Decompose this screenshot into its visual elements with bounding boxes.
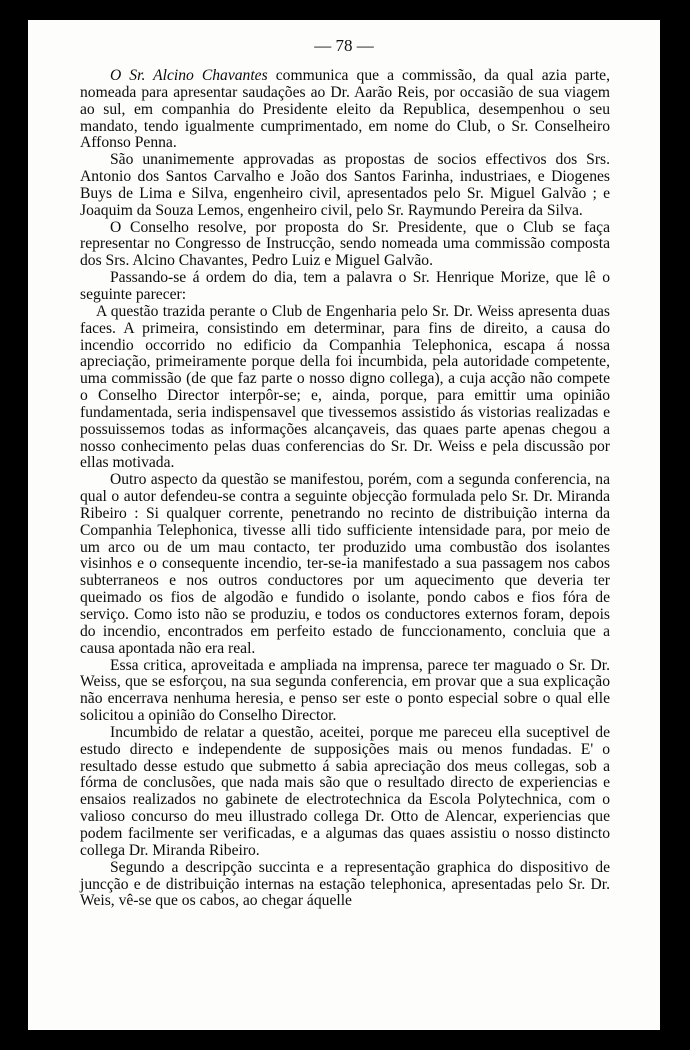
paragraph-6: Outro aspecto da questão se manifestou, porém, com a segunda conferencia, na qual o autor defendeu-se contra a seguinte objecção formulada pelo Sr. Dr. Miranda Ribeiro : Si qualquer corrente, penetrando no recinto de distribuição interna da Companhia Telephonica, tivesse alli tido sufficiente intensidade para, por meio de um arco ou de um mau contacto, ter produzido uma combustão dos isolantes visinhos e o consequente incendio, ter-se-ia manifestado a sua passagem nos cabos subterraneos e nos outros conductores por um aquecimento que deveria ter queimado os fios de algodão e fundido o isolante, pondo cabos e fios fóra de serviço. Como isto não se produziu, e todos os conductores externos foram, depois do incendio, encontrados em perfeito estado de funccionamento, concluia que a causa apontada não era real. bbox=[80, 471, 610, 657]
page-number: — 78 — bbox=[314, 36, 374, 55]
paragraph-2: São unanimemente approvadas as propostas de socios effectivos dos Srs. Antonio dos Santos Carvalho e João dos Santos Farinha, industriaes, e Diogenes Buys de Lima e Silva, engenheiro civil, apresentados pelo Sr. Miguel Galvão ; e Joaquim da Souza Lemos, engenheiro civil, pelo Sr. Raymundo Pereira da Silva. bbox=[80, 151, 610, 219]
speaker-name: O Sr. Alcino Chavantes bbox=[110, 67, 268, 84]
paragraph-3: O Conselho resolve, por proposta do Sr. Presidente, que o Club se faça representar no Congresso de Instrucção, sendo nomeada uma commissão composta dos Srs. Alcino Chavantes, Pedro Luiz e Miguel Galvão. bbox=[80, 218, 610, 270]
paragraph-4: Passando-se á ordem do dia, tem a palavra o Sr. Henrique Morize, que lê o seguinte parecer: bbox=[80, 269, 610, 303]
paragraph-8: Incumbido de relatar a questão, aceitei, porque me pareceu ella suceptivel de estudo directo e independente de supposições mais ou menos fundadas. E' o resultado desse estudo que submetto á sabia apreciação dos meus collegas, sob a fórma de conclusões, que nada mais são que o resultado directo de experiencias e ensaios realizados no gabinete de electrotechnica da Escola Polytechnica, com o valioso concurso do meu illustrado collega Dr. Otto de Alencar, experiencias que podem facilmente ser verificadas, e a algumas das quaes assistiu o nosso distincto collega Dr. Miranda Ribeiro. bbox=[80, 723, 610, 859]
paragraph-7: Essa critica, aproveitada e ampliada na imprensa, parece ter maguado o Sr. Dr. Weiss, que se esforçou, na sua segunda conferencia, em provar que a sua explicação não encerrava nenhuma heresia, e penso ser este o ponto especial sobre o qual elle solicitou a opinião do Conselho Director. bbox=[80, 656, 610, 725]
paragraph-1-text: communica que a commissão, da qual azia parte, nomeada para apresentar saudações ao Dr. Aarão Reis, por occasião de sua viagem ao sul, em companhia do Presidente eleito da Republica, desempenhou o seu mandato, tendo igualmente cumprimentado, em nome do Club, o Sr. Conselheiro Affonso Penna. bbox=[80, 67, 610, 152]
paragraph-5: A questão trazida perante o Club de Engenharia pelo Sr. Dr. Weiss apresenta duas faces. A primeira, consistindo em determinar, para fins de direito, a causa do incendio occorrido no edificio da Companhia Telephonica, escapa á nossa apreciação, primeiramente porque della foi incumbida, pela autoridade competente, uma commissão (de que faz parte o nosso digno collega), a cuja acção não compete o Conselho Director interpôr-se; e, ainda, porque, para emittir uma opinião fundamentada, seria indispensavel que tivessemos assistido ás vistorias realizadas e possuissemos todas as informações alcançaveis, das quaes parte apenas chegou a nosso conhecimento pelas duas conferencias do Sr. Dr. Weiss e pela discussão por ellas motivada. bbox=[80, 302, 610, 472]
scanned-page bbox=[28, 20, 660, 1030]
body-text bbox=[80, 68, 610, 910]
paragraph-9: Segundo a descripção succinta e a representação graphica do dispositivo de juncção e de distribuição internas na estação telephonica, apresentadas pelo Sr. Dr. Weis, vê-se que os cabos, ao chegar áquelle bbox=[80, 858, 610, 910]
paragraph-1 bbox=[80, 68, 610, 152]
